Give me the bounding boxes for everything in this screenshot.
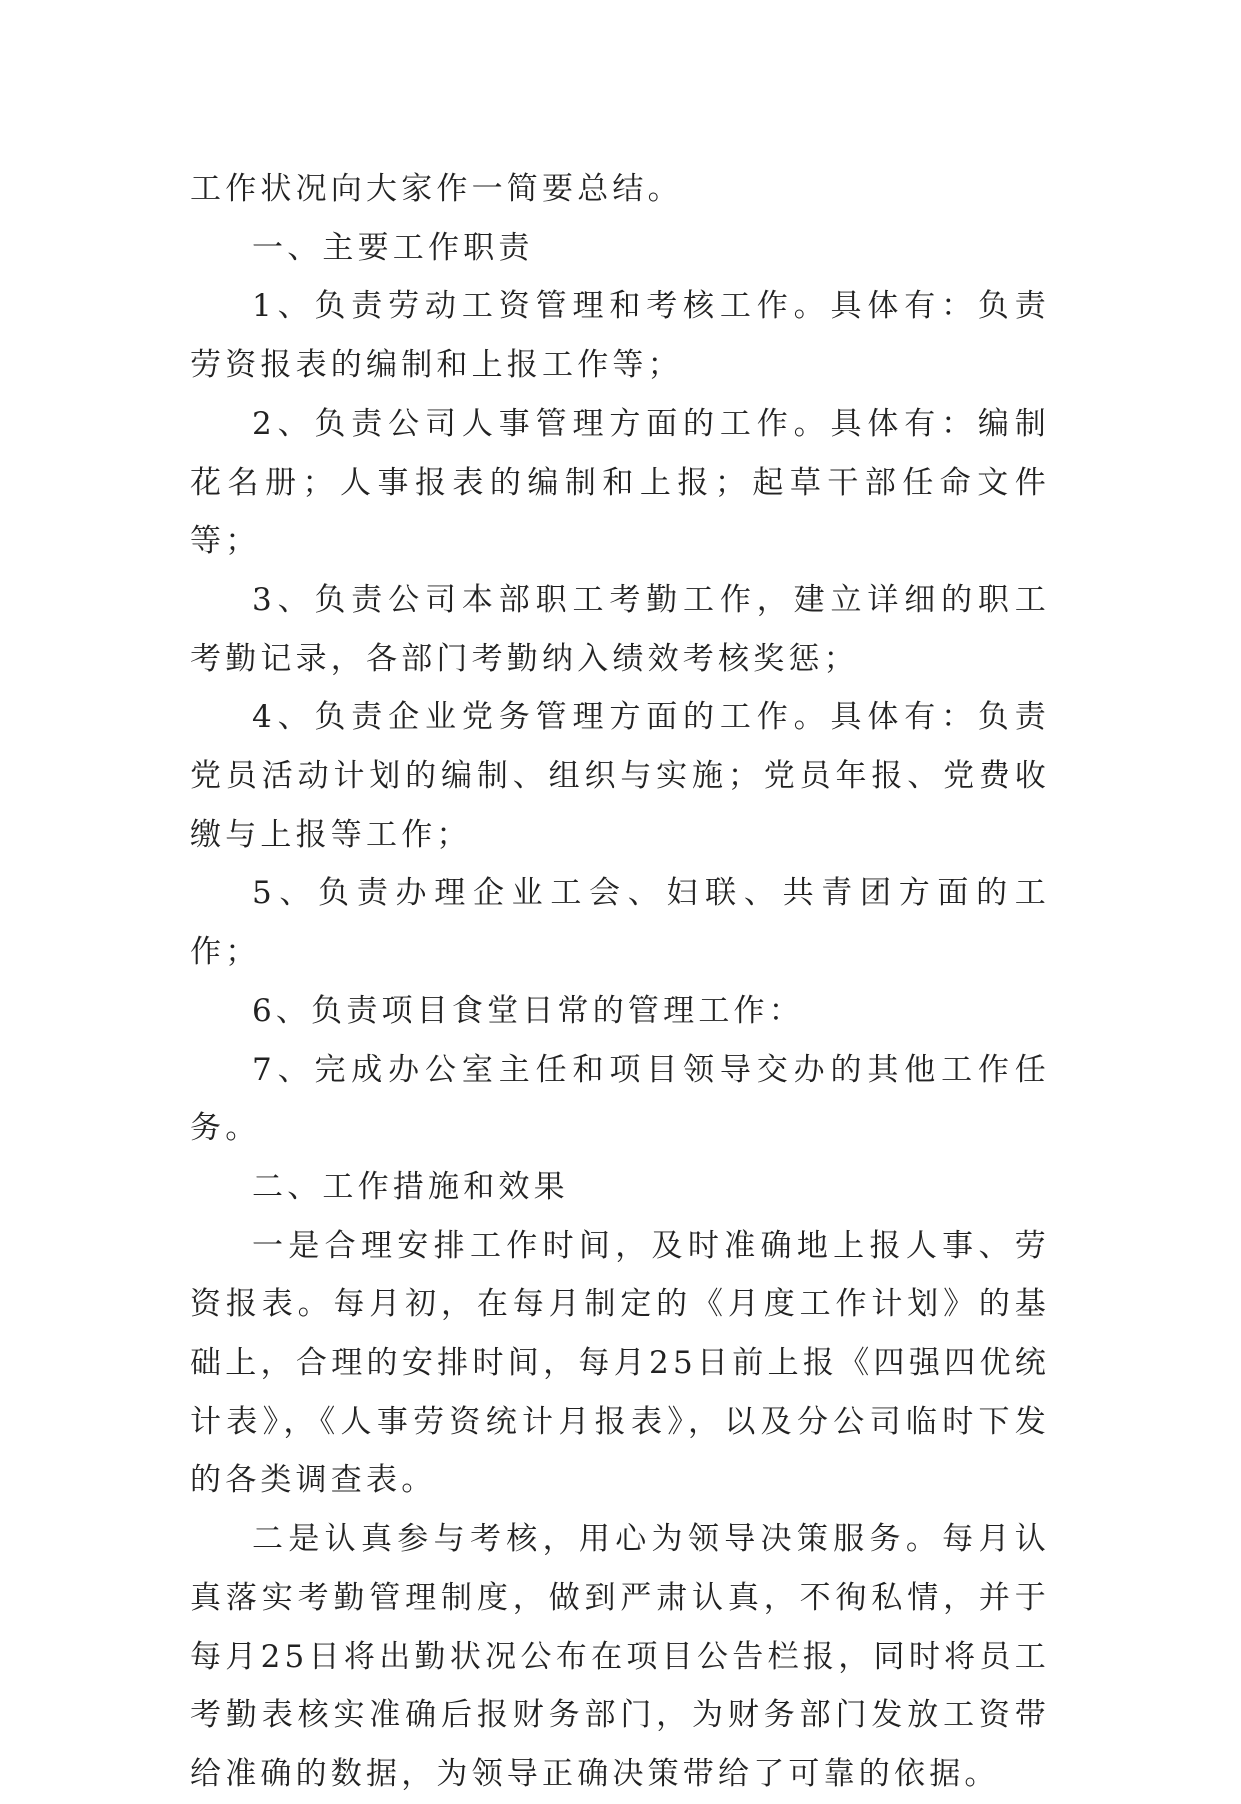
- duty-item-7: 7、完成办公室主任和项目领导交办的其他工作任务。: [190, 1051, 1050, 1147]
- document-body: [190, 160, 1050, 1804]
- paragraph-intro: 工作状况向大家作一简要总结。: [190, 171, 683, 207]
- duty-item-6: 6、负责项目食堂日常的管理工作：: [252, 992, 804, 1029]
- duty-item-4: 4、负责企业党务管理方面的工作。具体有：负责党员活动计划的编制、组织与实施；党员年报、党费收缴与上报等工作；: [190, 699, 1050, 853]
- duty-item-2: 2、负责公司人事管理方面的工作。具体有：编制花名册；人事报表的编制和上报；起草干部任命文件等；: [190, 405, 1050, 560]
- duty-item-1: 1、负责劳动工资管理和考核工作。具体有：负责劳资报表的编制和上报工作等；: [190, 288, 1050, 384]
- heading-measures-results: 二、工作措施和效果: [252, 1168, 569, 1205]
- duty-item-5: 5、负责办理企业工会、妇联、共青团方面的工作；: [190, 875, 1050, 971]
- duty-item-3: 3、负责公司本部职工考勤工作，建立详细的职工考勤记录，各部门考勤纳入绩效考核奖惩；: [190, 581, 1050, 677]
- measure-paragraph-1: 一是合理安排工作时间，及时准确地上报人事、劳资报表。每月初，在每月制定的《月度工作计划》的基础上，合理的安排时间，每月25日前上报《四强四优统计表》，《人事劳资统计月报表》，以及分公司临时下发的各类调查表。: [190, 1227, 1050, 1499]
- measure-paragraph-2: 二是认真参与考核，用心为领导决策服务。每月认真落实考勤管理制度，做到严肃认真，不徇私情，并于每月25日将出勤状况公布在项目公告栏报，同时将员工考勤表核实准确后报财务部门，为财务部门发放工资带给准确的数据，为领导正确决策带给了可靠的依据。: [190, 1521, 1050, 1792]
- heading-main-duties: 一、主要工作职责: [252, 229, 534, 266]
